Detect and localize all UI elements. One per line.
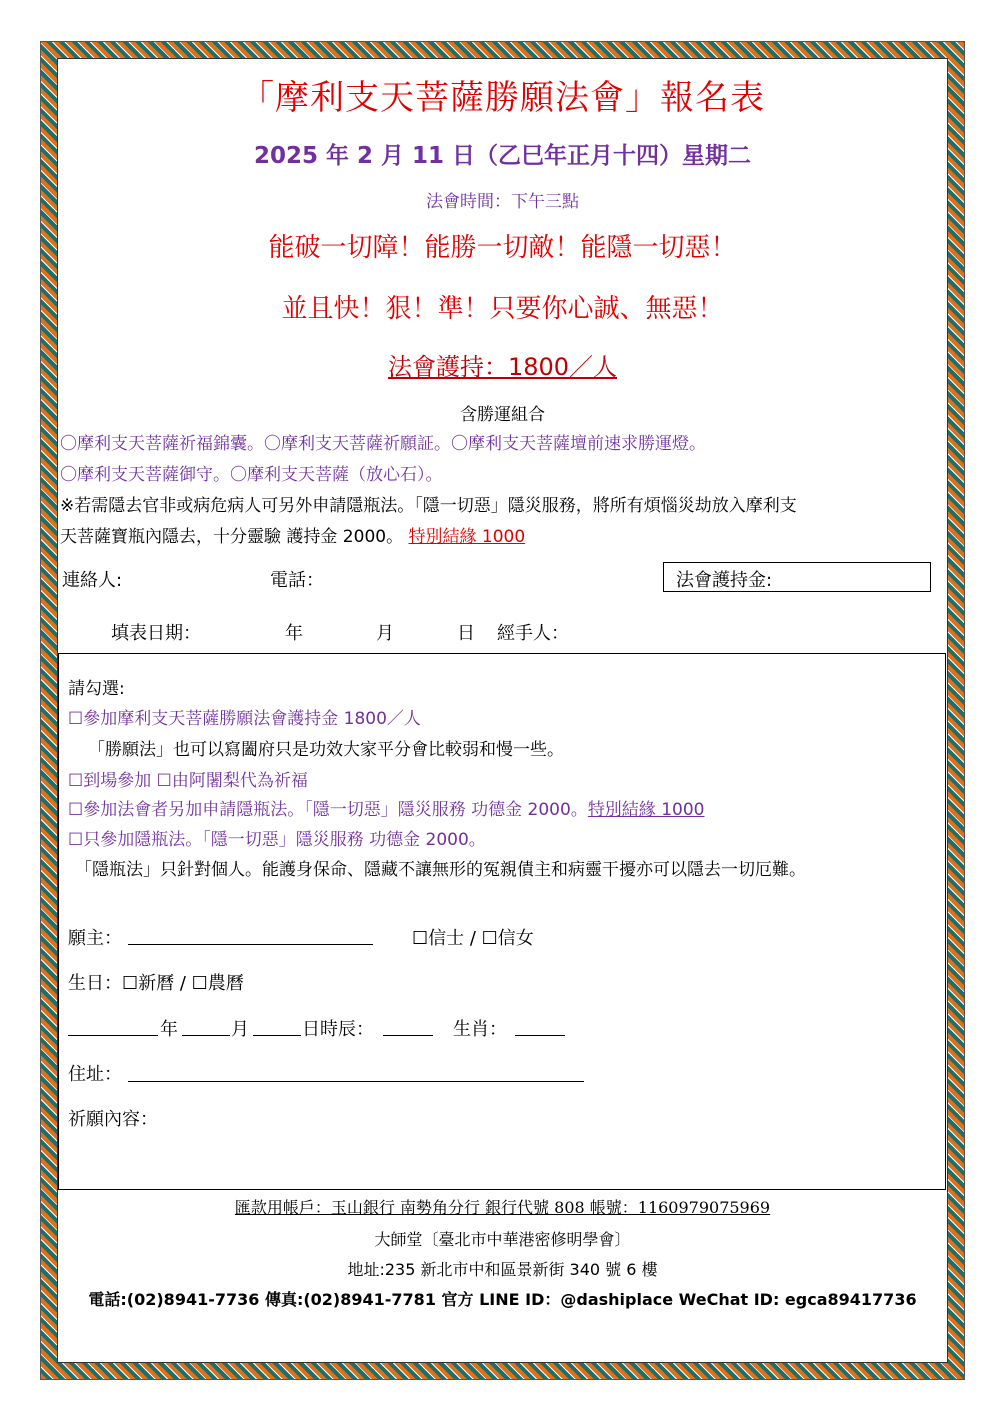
option-add-vase-text: ☐參加法會者另加申請隱瓶法。「隱一切惡」隱災服務 功德金 2000。 [68,800,588,820]
option-attend-or-proxy[interactable]: ☐到場參加 ☐由阿闍梨代為祈福 [68,771,308,791]
handler-label: 經手人： [497,623,569,644]
form-title: 「摩利支天菩薩勝願法會」報名表 [240,78,765,118]
fee-box-label: 法會護持金: [676,570,773,591]
option-vase-only[interactable]: ☐只參加隱瓶法。「隱一切惡」隱災服務 功德金 2000。 [68,830,486,850]
ceremony-date: 2025 年 2 月 11 日（乙巳年正月十四）星期二 [253,143,752,169]
option-add-vase-dharma[interactable] [68,795,704,820]
combo-line-2: 〇摩利支天菩薩御守。〇摩利支天菩薩（放心石）。 [60,465,443,485]
notice-special-offer: 特別結緣 1000 [408,527,526,547]
organization-address: 地址:235 新北市中和區景新街 340 號 6 樓 [347,1260,658,1279]
fill-month-label: 月 [376,623,394,644]
slogan-line-2: 並且快！狠！準！只要你心誠、無惡！ [281,294,724,324]
gender-checkboxes[interactable]: ☐信士 / ☐信女 [412,928,534,949]
combo-line-1: 〇摩利支天菩薩祈福錦囊。〇摩利支天菩薩祈願証。〇摩利支天菩薩壇前速求勝運燈。 [60,434,706,454]
birthday-calendar-checkboxes[interactable]: 生日：☐新曆 / ☐農曆 [68,973,244,994]
birth-year-field[interactable] [68,1035,158,1036]
address-field[interactable] [128,1081,584,1082]
birth-day-hour-label: 日時辰： [302,1019,374,1040]
ceremony-time: 法會時間：下午三點 [426,192,579,212]
fill-date-label: 填表日期： [111,623,201,644]
birth-year-label: 年 [160,1019,178,1040]
fill-year-label: 年 [285,623,303,644]
birth-day-field[interactable] [253,1035,301,1036]
slogan-line-1: 能破一切障！能勝一切敵！能隱一切惡！ [268,233,737,263]
birth-hour-field[interactable] [383,1035,433,1036]
zodiac-label: 生肖： [453,1019,507,1040]
devotee-name-field[interactable] [128,944,373,945]
birth-month-field[interactable] [182,1035,230,1036]
fee-amount-box[interactable] [663,562,931,592]
contact-label: 連絡人: [62,570,123,591]
option-add-vase-special: 特別結緣 1000 [587,800,705,820]
vase-note: 「隱瓶法」只針對個人。能護身保命、隱藏不讓無形的冤親債主和病靈干擾亦可以隱去一切厄難。 [75,860,806,880]
fee-line [57,347,948,382]
fill-day-label: 日 [457,623,475,644]
notice-line-2-text: 天菩薩寶瓶內隱去，十分靈驗 護持金 2000。 [60,527,404,547]
devotee-label: 願主： [68,928,122,949]
form-prompt: 請勾選: [68,679,125,699]
wish-content-label: 祈願內容： [68,1109,158,1130]
combo-heading: 含勝運組合 [460,405,545,425]
notice-line-1: ※若需隱去官非或病危病人可另外申請隱瓶法。「隱一切惡」隱災服務，將所有煩惱災劫放入摩利支 [60,496,797,516]
option-join-ceremony[interactable]: ☐參加摩利支天菩薩勝願法會護持金 1800／人 [68,709,421,729]
bank-account: 匯款用帳戶：玉山銀行 南勢角分行 銀行代號 808 帳號：1160979075969 [234,1198,771,1217]
notice-line-2 [60,522,525,547]
birth-month-label: 月 [231,1019,249,1040]
phone-label: 電話： [270,570,324,591]
option-join-note: 「勝願法」也可以寫闔府只是功效大家平分會比較弱和慢一些。 [88,740,564,760]
fee-text: 法會護持：1800／人 [387,353,618,381]
zodiac-field[interactable] [515,1035,565,1036]
organization-contact: 電話:(02)8941-7736 傳真:(02)8941-7781 官方 LINE ID：@dashiplace WeChat ID: egca89417736 [88,1290,917,1309]
organization-name: 大師堂〔臺北市中華港密修明學會〕 [374,1230,631,1249]
registration-form-box [58,653,946,1190]
address-label: 住址： [68,1064,122,1085]
